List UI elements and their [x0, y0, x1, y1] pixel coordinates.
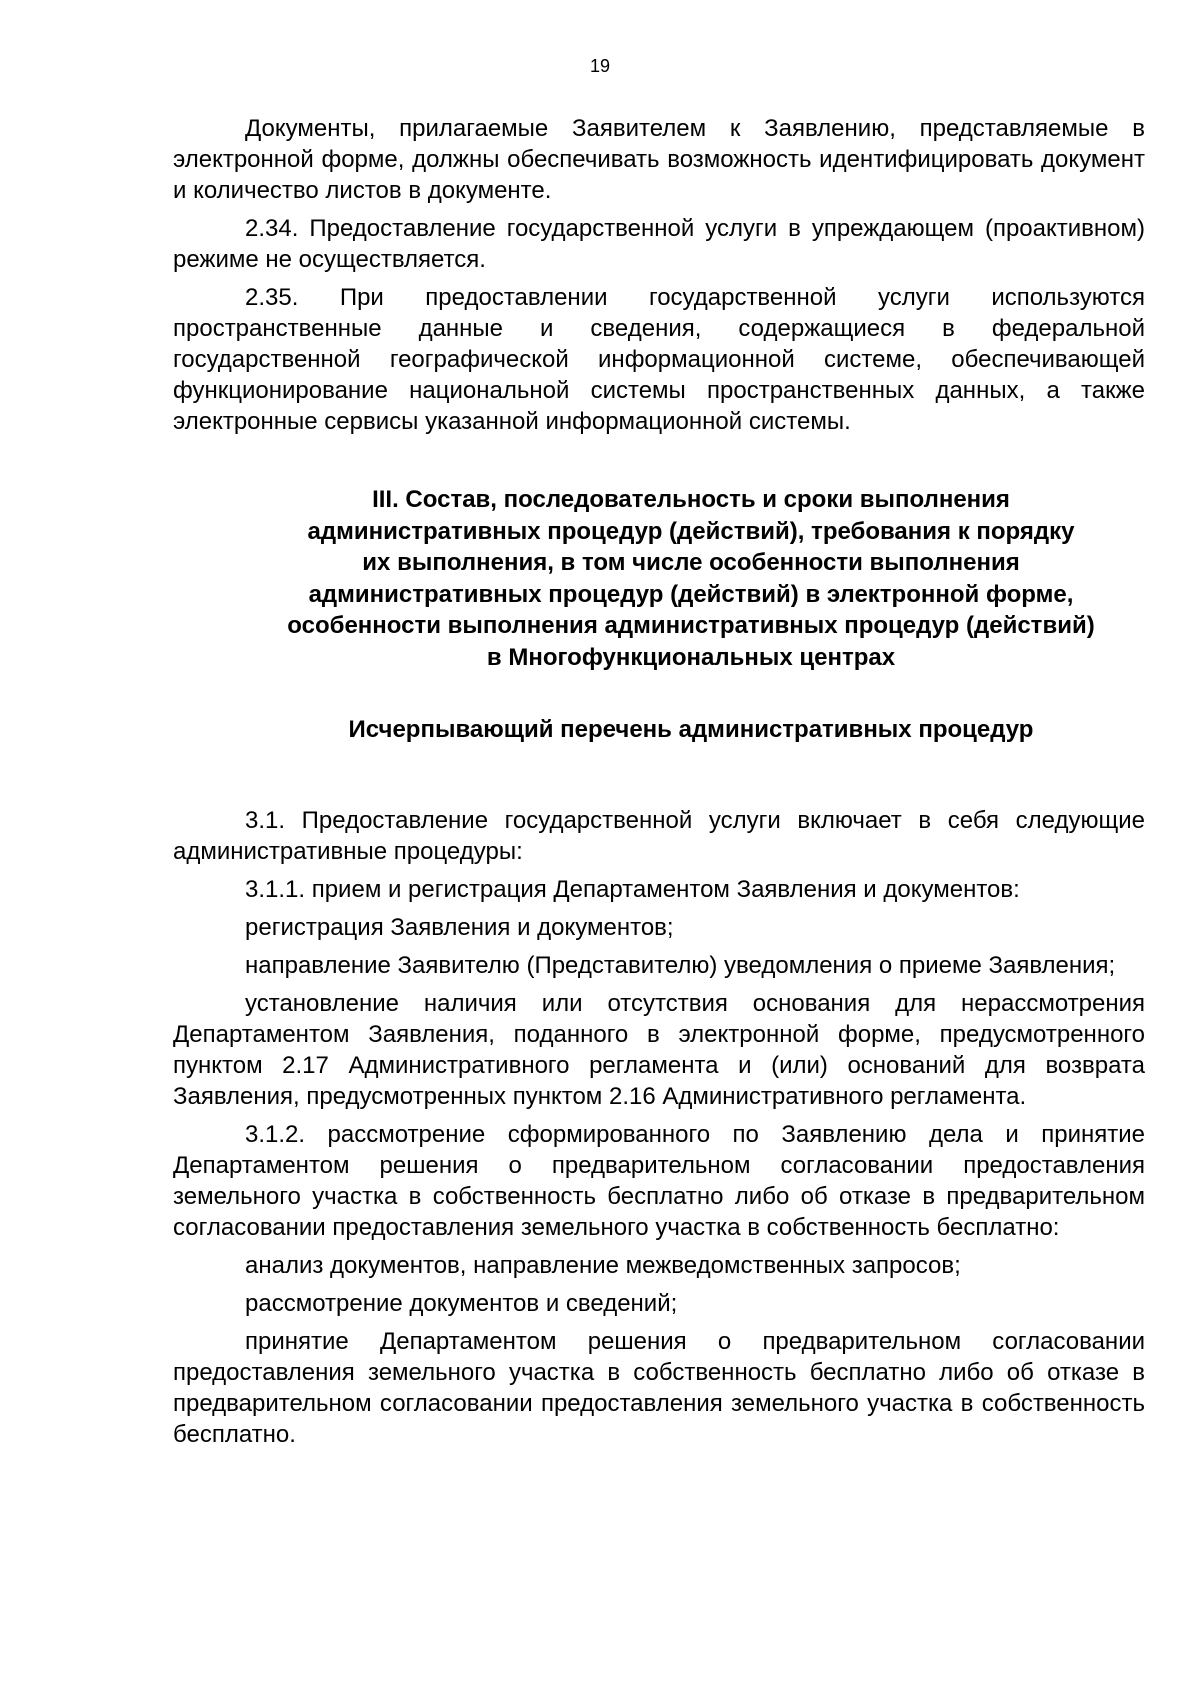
section-heading-line: административных процедур (действий), требования к порядку: [307, 517, 1075, 545]
paragraph-grounds-check: установление наличия или отсутствия основания для нерассмотрения Департаментом Заявления, поданного в электронной форме, предусмотренного пунктом 2.17 Административного регламента и (или) оснований для возврата Заявления, предусмотренных пунктом 2.16 Административного регламента.: [173, 990, 1145, 1110]
paragraph-2-34: 2.34. Предоставление государственной услуги в упреждающем (проактивном) режиме не осуществляется.: [173, 215, 1145, 273]
paragraph-analysis: анализ документов, направление межведомственных запросов;: [245, 1252, 961, 1279]
paragraph-notification: направление Заявителю (Представителю) уведомления о приеме Заявления;: [245, 952, 1116, 979]
subsection-heading: Исчерпывающий перечень административных процедур: [348, 716, 1034, 743]
section-3-body: [173, 805, 1145, 1450]
paragraph-documents-electronic: Документы, прилагаемые Заявителем к Заявлению, представляемые в электронной форме, должны обеспечивать возможность идентифицировать документ и количество листов в документе.: [173, 115, 1145, 204]
paragraph-3-1-1: 3.1.1. прием и регистрация Департаментом Заявления и документов:: [245, 876, 1020, 903]
section-heading-line: в Многофункциональных центрах: [486, 643, 896, 671]
section-heading-line: административных процедур (действий) в электронной форме,: [308, 580, 1074, 608]
paragraph-3-1-2: 3.1.2. рассмотрение сформированного по Заявлению дела и принятие Департаментом решения о предварительном согласовании предоставления земельного участка в собственность бесплатно либо об отказе в предварительном согласовании предоставления земельного участка в собственность бесплатно:: [173, 1121, 1145, 1241]
section-heading-line: особенности выполнения административных процедур (действий): [287, 612, 1095, 639]
paragraph-decision: принятие Департаментом решения о предварительном согласовании предоставления земельного участка в собственность бесплатно либо об отказе в предварительном согласовании предоставления земельного участка в собственность бесплатно.: [173, 1328, 1145, 1448]
page-number: 19: [589, 56, 611, 76]
paragraph-3-1: 3.1. Предоставление государственной услуги включает в себя следующие административные процедуры:: [173, 807, 1145, 865]
section-heading-block: [173, 484, 1145, 745]
section-heading-line: их выполнения, в том числе особенности выполнения: [362, 549, 1020, 576]
paragraph-2-35: 2.35. При предоставлении государственной услуги используются пространственные данные и сведения, содержащиеся в федеральной государственной географической информационной системе, обеспечивающей функционирование национальной системы пространственных данных, а также электронные сервисы указанной информационной системы.: [173, 284, 1145, 435]
paragraph-registration: регистрация Заявления и документов;: [245, 914, 674, 941]
section-heading: [173, 484, 1145, 673]
paragraph-review: рассмотрение документов и сведений;: [245, 1290, 678, 1317]
document-body: [173, 113, 1145, 1457]
section-heading-line: III. Состав, последовательность и сроки выполнения: [372, 486, 1010, 513]
